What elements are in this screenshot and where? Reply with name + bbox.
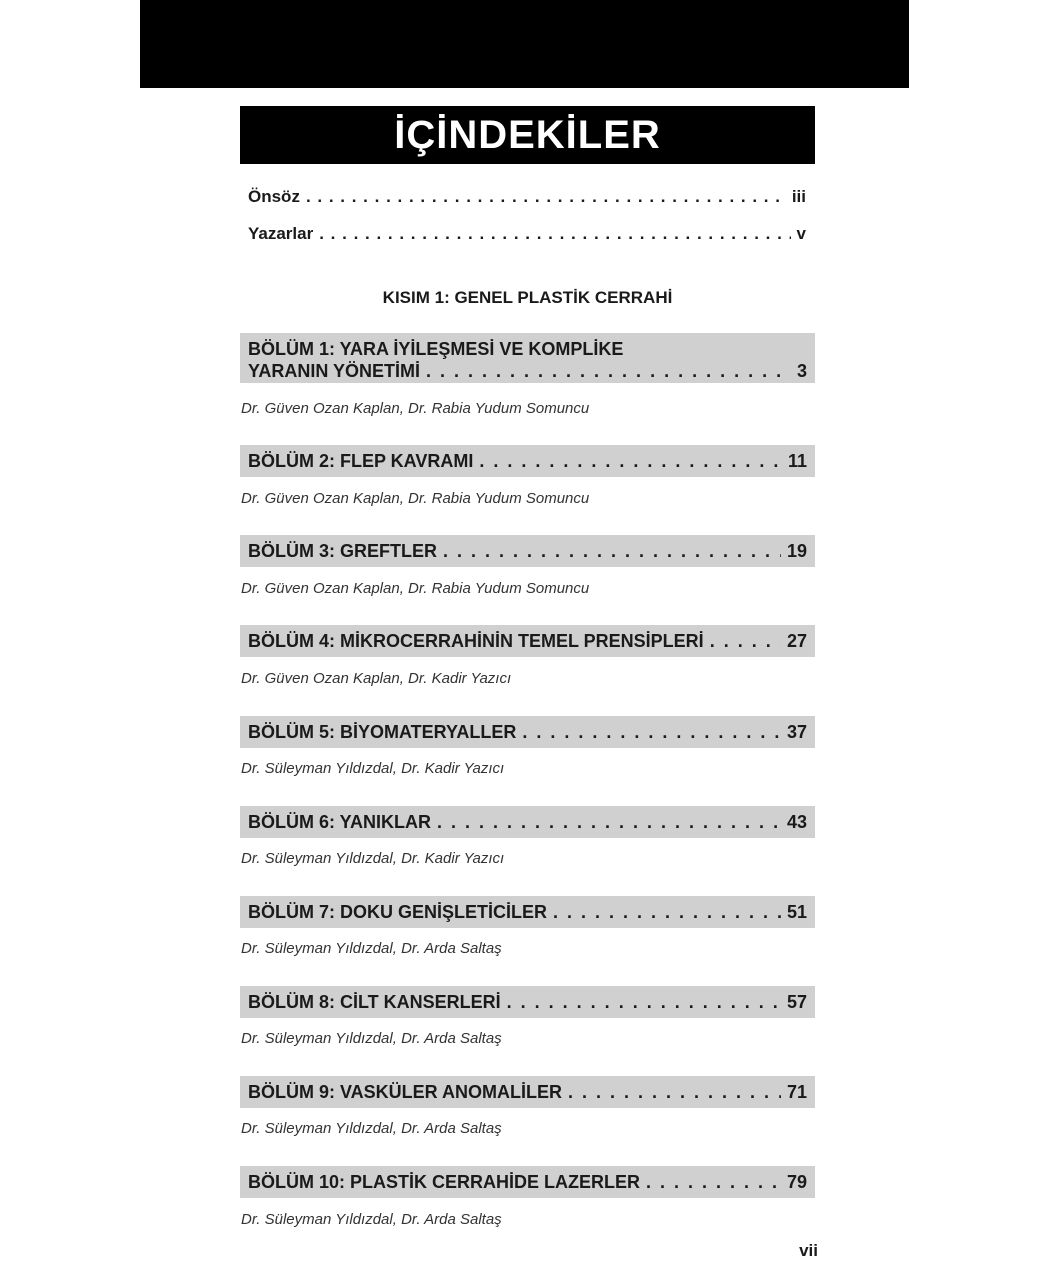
leader-dots [646,1172,781,1193]
leader-dots [479,451,782,472]
chapter-title: BÖLÜM 9: VASKÜLER ANOMALİLER [248,1081,562,1102]
chapter-title: BÖLÜM 8: CİLT KANSERLERİ [248,991,501,1012]
toc-title-text: İÇİNDEKİLER [394,112,661,157]
toc-entry-label: Yazarlar [248,224,314,243]
leader-dots [437,812,781,833]
chapter-page: 79 [786,1171,807,1192]
chapter-authors-5: Dr. Süleyman Yıldızdal, Dr. Kadir Yazıcı [241,760,505,777]
chapter-page: 71 [786,1081,807,1102]
chapter-page: 3 [796,361,807,381]
leader-dots [507,992,781,1013]
page-number: vii [799,1241,818,1260]
chapter-authors-7: Dr. Süleyman Yıldızdal, Dr. Arda Saltaş [241,940,502,957]
chapter-page: 57 [786,991,807,1012]
chapter-authors-3: Dr. Güven Ozan Kaplan, Dr. Rabia Yudum Somuncu [241,580,590,597]
chapter-entry-9[interactable] [240,1076,815,1108]
chapter-entry-10[interactable] [240,1166,815,1198]
chapter-title: BÖLÜM 7: DOKU GENİŞLETİCİLER [248,901,548,922]
chapter-title-line2-row [248,360,807,382]
chapter-authors-4: Dr. Güven Ozan Kaplan, Dr. Kadir Yazıcı [241,670,512,687]
chapter-entry-8[interactable] [240,986,815,1018]
toc-entry-page: iii [791,187,806,206]
chapter-title: BÖLÜM 4: MİKROCERRAHİNİN TEMEL PRENSİPLERİ [248,630,704,651]
chapter-page: 37 [786,721,807,742]
chapter-authors-9: Dr. Süleyman Yıldızdal, Dr. Arda Saltaş [241,1120,502,1137]
chapter-entry-1[interactable] [240,333,815,383]
leader-dots [568,1082,781,1103]
toc-title [240,106,815,164]
chapter-page: 19 [786,540,807,561]
chapter-page: 11 [787,450,807,471]
top-black-band [140,0,909,88]
chapter-authors-10: Dr. Süleyman Yıldızdal, Dr. Arda Saltaş [241,1211,502,1228]
leader-dots [522,722,781,743]
chapter-entry-2[interactable] [240,445,815,477]
chapter-authors-8: Dr. Süleyman Yıldızdal, Dr. Arda Saltaş [241,1030,502,1047]
leader-dots [426,360,791,382]
leader-dots [710,631,781,652]
chapter-entry-4[interactable] [240,625,815,657]
toc-entry-label: Önsöz [248,187,300,206]
chapter-page: 43 [786,811,807,832]
chapter-title: BÖLÜM 6: YANIKLAR [248,811,432,832]
chapter-title: BÖLÜM 2: FLEP KAVRAMI [248,450,474,471]
part-heading: KISIM 1: GENEL PLASTİK CERRAHİ [382,288,673,307]
leader-dots [443,541,781,562]
toc-entry-page: v [796,224,806,243]
chapter-title-line2: YARANIN YÖNETİMİ [248,361,421,381]
leader-dots [553,902,781,923]
chapter-title-line1: BÖLÜM 1: YARA İYİLEŞMESİ VE KOMPLİKE [248,339,624,359]
toc-entry-onsoz[interactable] [248,187,806,211]
leader-dots [319,224,790,244]
chapter-title: BÖLÜM 10: PLASTİK CERRAHİDE LAZERLER [248,1171,641,1192]
chapter-page: 51 [786,901,807,922]
chapter-authors-1: Dr. Güven Ozan Kaplan, Dr. Rabia Yudum Somuncu [241,400,590,417]
leader-dots [306,187,786,207]
chapter-title: BÖLÜM 3: GREFTLER [248,540,437,561]
chapter-authors-6: Dr. Süleyman Yıldızdal, Dr. Kadir Yazıcı [241,850,505,867]
chapter-title: BÖLÜM 5: BİYOMATERYALLER [248,721,517,742]
chapter-authors-2: Dr. Güven Ozan Kaplan, Dr. Rabia Yudum Somuncu [241,490,590,507]
chapter-entry-7[interactable] [240,896,815,928]
chapter-entry-6[interactable] [240,806,815,838]
toc-entry-yazarlar[interactable] [248,224,806,248]
chapter-entry-3[interactable] [240,535,815,567]
chapter-page: 27 [786,630,807,651]
chapter-entry-5[interactable] [240,716,815,748]
